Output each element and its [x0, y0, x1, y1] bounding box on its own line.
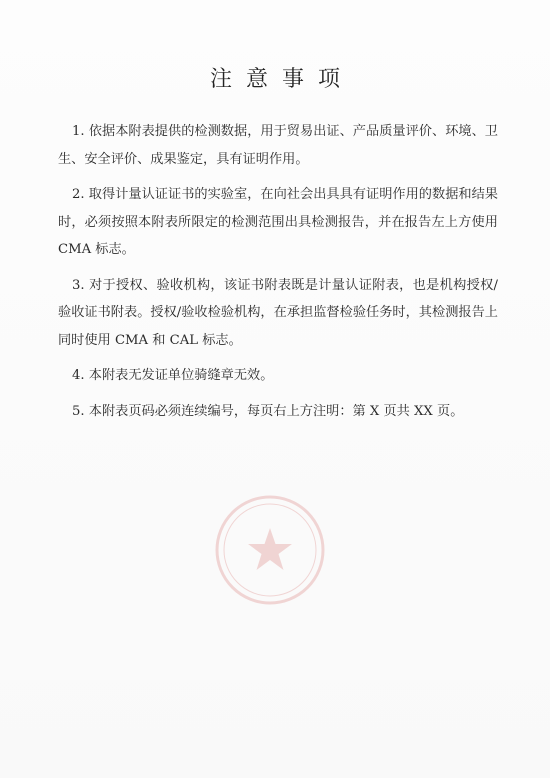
note-item-1: 1. 依据本附表提供的检测数据，用于贸易出证、产品质量评价、环境、卫生、安全评价、成果鉴定，具有证明作用。: [58, 124, 498, 167]
page-title: 注意事项: [209, 67, 354, 92]
star-icon: [248, 528, 292, 570]
note-item-2: 2. 取得计量认证证书的实验室，在向社会出具具有证明作用的数据和结果时，必须按照本附表所限定的检测范围出具检测报告，并在报告左上方使用 CMA 标志。: [58, 187, 498, 257]
note-item-4: 4. 本附表无发证单位骑缝章无效。: [72, 368, 274, 383]
note-item-3: 3. 对于授权、验收机构，该证书附表既是计量认证附表，也是机构授权/验收证书附表。授权/验收检验机构，在承担监督检验任务时，其检测报告上同时使用 CMA 和 CAL 标志。: [58, 277, 498, 348]
official-seal: [212, 492, 328, 608]
notes-list: [58, 118, 498, 433]
note-item-5: 5. 本附表页码必须连续编号，每页右上方注明：第 X 页共 XX 页。: [72, 403, 464, 419]
